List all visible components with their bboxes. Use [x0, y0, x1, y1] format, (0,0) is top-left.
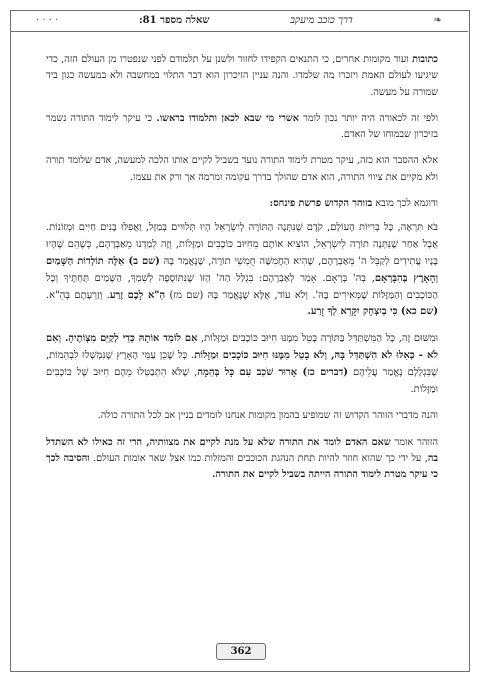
page-body — [46, 52, 438, 494]
verse-citation: (שם כא) כִּי בְיִצְחָק יִקָּרֵא לְךָ זָרַע. — [307, 306, 438, 318]
bold-quote: שאם האדם לומד את התורה שלא על מנת לקיים את מצוותיה, הרי זה כאילו לא השתדל בה — [46, 436, 438, 464]
quote-text: וּמִשּׁוּם זֶה, כָּל הַמִּשְׁתַּדֵּל בַּתּוֹרָה בָּטֵל מִמֶּנּוּ חִיּוּב כּוֹכָבִים וּמַזָּלוֹת, — [197, 333, 438, 345]
verse-citation: (דברים כז) אָרוּר שֹׁכֵב עִם כָּל בְּהֵמָה — [197, 366, 348, 378]
paragraph-text: ועוד מקומות אחרים, כי התנאים הקפידו לחזור ולשנן על תלמודם לפני שנפטרו מן העולם הזה, כדי שיגיעו לעולם האמת ויזכרו מה שלמדו. והנה עניין הזיכרון הוא דבר התלוי במחשבה ולא במעשה כגון ביד שמורה על מעשה. — [46, 54, 438, 98]
zohar-quote — [46, 220, 438, 321]
paragraph-text: כי עיקר לימוד התורה נשמר בזיכרון שבמוחו של האדם. — [46, 112, 438, 141]
source-citation: בזוהר הקדוש פרשת פינחס: — [269, 198, 373, 210]
quote-text: בֹּא תִּרְאֶה, כָּל בְּרִיּוֹת הָעוֹלָם, קֹדֶם שֶׁנִּתְּנָה הַתּוֹרָה לְיִשְׂרָאֵל הָיוּ תְּלוּיִים בְּמַזָּל, וַאֲפִלּוּ בָּנִים חַיִּים וּמְזוֹנוֹת. אֲבָל אַחַר שֶׁנִּתְּנָה תוֹרָה לְיִשְׂרָאֵל, הוֹצִיא אוֹתָם מֵחִיּוּב כּוֹכָבִים וּמַזָּלוֹת, וְזֶה לְמַדְנוּ מֵאַבְרָהָם, כְּשֶׁהֵם שֶׁהָיוּ בָּנָיו עֲתִידִים לְקַבֵּל ה' מֵאַבְרָהָם, שֶׁהִיא הַחֲמִשָּׁה חֻמְשֵׁי תוֹרָה, שֶׁנֶּאֱמַר בָּהּ — [46, 222, 438, 267]
bold-term: כתובות — [412, 54, 438, 65]
paragraph-text: ודוגמא לכך מובא — [372, 198, 438, 210]
book-title: דרך כוכב מיעקב — [290, 15, 353, 26]
verse-citation: הֵ"א לָכֶם זֶרַע — [109, 289, 166, 301]
page-number: 362 — [216, 643, 266, 660]
paragraph-text: אלא ההסבר הוא כזה, עיקר מטרת לימוד התורה נועד בשביל לקיים אותו הלכה למעשה, אדם שלומד תורה ולא מקיים את ציווי התורה, הוא אדם שהולך בדרך עקומה ומרמה אך ורק את עצמו. — [46, 155, 438, 183]
header-ornament-left: · · · · — [36, 15, 59, 26]
bold-conclusion: והסיבה לכך כי עיקר מטרת לימוד התורה הייתה בשביל לקיים את התורה. — [46, 452, 438, 481]
paragraph-text: והנה מדברי הזוהר הקדוש זה שמופיע בהמון מקומות אנחנו לומדים בניין אב לכל התורה כולה. — [97, 410, 438, 422]
quote-text: , שֶׁלֹּא הִתְבַּטְּלוּ מֵהֶם חִיּוּב שֶׁל כּוֹכָבִים וּמַזָּלוֹת. — [46, 366, 438, 395]
bold-quote: אִם לוֹמֵד אוֹתָהּ כְּדֵי לְקַיֵּם מִצְוֹתֶיהָ. וְאִם לֹא - כְּאִלּוּ לֹא הִשְׁתַּדֵּל בָּהּ, וְלֹא בָטֵל מִמֶּנּוּ חִיּוּב כּוֹכָבִים וּמַזָּלוֹת — [46, 333, 438, 361]
paragraph-2 — [46, 111, 438, 144]
header-ornament-right: ❧ — [433, 15, 442, 26]
quote-text: . וְזַרְעָתֶם בְּהֵ"א. — [46, 289, 110, 301]
paragraph-text: הזוהר אומר — [390, 436, 438, 448]
paragraph-text: ולפי זה לכאורה היה יותר נכון לומר — [298, 112, 439, 124]
quote-text: . כָּל שֶׁכֵּן עַמֵּי הָאָרֶץ שֶׁנִּמְשְׁלוּ לִבְהֵמוֹת, שֶׁבִּגְלָלָם נֶאֱמַר עֲלֵיהֶם — [46, 349, 438, 378]
zohar-quote-continued — [46, 331, 438, 398]
bold-quote: אשרי מי שבא לכאן ותלמודו בראשו. — [156, 112, 299, 124]
verse-citation: (שם ב) אֵלֶּה תוֹלְדוֹת הַשָּׁמַיִם וְהָאָרֶץ בְּהִבָּרְאָם — [46, 255, 438, 284]
paragraph-1 — [46, 52, 438, 101]
paragraph-text: , על ידי כך שהוא חוזר להיות תחת הנהגת הכוכבים והמזלות כמו אצל שאר אומות העולם. — [89, 452, 428, 464]
running-header — [10, 10, 468, 32]
paragraph-8 — [46, 435, 438, 484]
paragraph-3 — [46, 153, 438, 186]
paragraph-4 — [46, 196, 438, 212]
quote-text: , בְּה' בְּרָאָם. אָמַר לְאַבְרָהָם: בִּגְלַל הַה' הַזּוֹ שֶׁנִּתּוֹסְפָה לְשִׁמְךָ, הַשָּׁמַיִם תַּחְתֶּיךָ וְכָל הַכּוֹכָבִים וְהַמַּזָּלוֹת שֶׁמְּאִירִים בָּהּ'. וְלֹא עוֹד, אֶלָּא שֶׁנֶּאֱמַר בָּהּ (שם מז) — [46, 272, 439, 301]
paragraph-7 — [46, 408, 438, 424]
question-number: שאלה מספר 81: — [138, 15, 210, 26]
